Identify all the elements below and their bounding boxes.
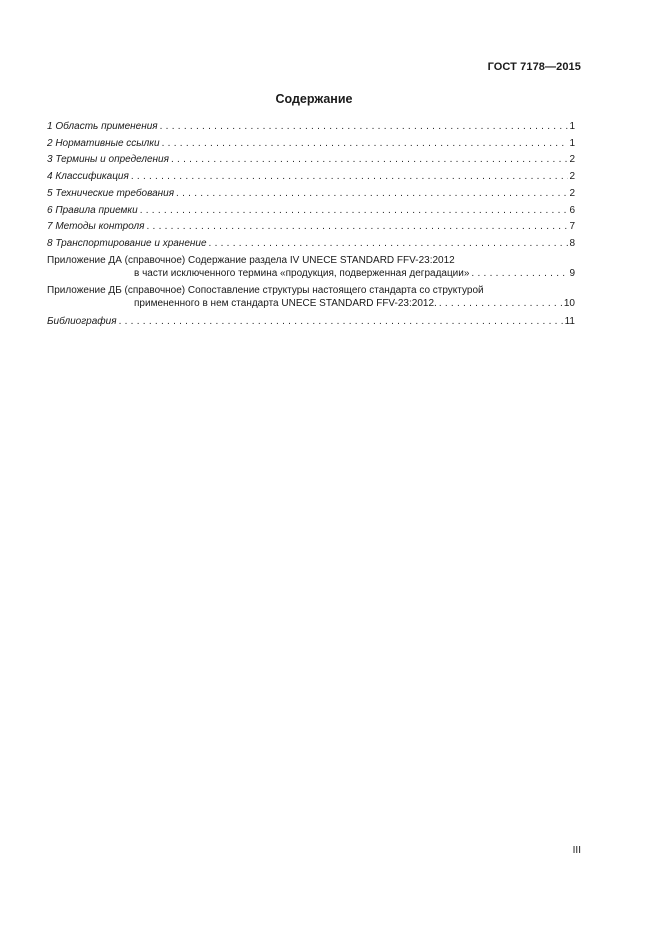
toc-leader-dots bbox=[162, 136, 569, 153]
toc-appendix-da[interactable] bbox=[47, 254, 575, 281]
toc-leader-dots bbox=[131, 169, 569, 186]
toc-item[interactable] bbox=[47, 186, 575, 203]
toc-appendix-db[interactable] bbox=[47, 284, 575, 311]
toc-leader-dots bbox=[140, 203, 569, 220]
toc-leader-dots bbox=[171, 152, 568, 169]
toc-item-label: 6 Правила приемки bbox=[47, 204, 138, 216]
toc-item-page: 6 bbox=[569, 204, 575, 216]
toc-leader-dots bbox=[146, 219, 568, 236]
toc-item-label: 8 Транспортирование и хранение bbox=[47, 237, 207, 249]
toc-item-label: 7 Методы контроля bbox=[47, 221, 145, 233]
toc-leader-dots bbox=[209, 236, 569, 253]
toc-leader-dots bbox=[439, 297, 563, 311]
toc-item-page: 8 bbox=[569, 237, 575, 249]
toc-item-label: Библиография bbox=[47, 316, 117, 327]
toc-item-page: 9 bbox=[569, 268, 575, 280]
toc-item[interactable] bbox=[47, 136, 575, 153]
toc-item-page: 1 bbox=[569, 121, 575, 132]
toc-item[interactable] bbox=[47, 236, 575, 253]
toc-leader-dots bbox=[471, 267, 568, 281]
toc-appendix-subtitle: в части исключенного термина «продукция, подверженная деградации» bbox=[134, 268, 470, 280]
toc-item[interactable] bbox=[47, 152, 575, 169]
toc-title: Содержание bbox=[275, 92, 353, 106]
toc-item-label: 5 Технические требования bbox=[47, 187, 175, 199]
standard-code: ГОСТ 7178—2015 bbox=[487, 61, 581, 73]
toc-item-label: 2 Нормативные ссылки bbox=[47, 137, 160, 149]
toc-leader-dots bbox=[119, 314, 564, 331]
table-of-contents bbox=[47, 119, 575, 331]
toc-item-page: 2 bbox=[569, 154, 575, 166]
toc-appendix-title: Приложение ДБ (справочное) Сопоставление структуры настоящего стандарта со структурой bbox=[47, 284, 484, 296]
page-number: III bbox=[572, 845, 581, 856]
toc-leader-dots bbox=[176, 186, 568, 203]
toc-item-page: 2 bbox=[569, 171, 575, 183]
toc-item[interactable] bbox=[47, 219, 575, 236]
toc-appendix-title: Приложение ДА (справочное) Содержание раздела IV UNECE STANDARD FFV-23:2012 bbox=[47, 254, 455, 266]
toc-item[interactable] bbox=[47, 119, 575, 136]
toc-item-page: 2 bbox=[569, 187, 575, 199]
toc-item-page: 10 bbox=[563, 298, 575, 310]
toc-item-page: 11 bbox=[564, 316, 575, 327]
toc-item[interactable] bbox=[47, 169, 575, 186]
toc-leader-dots bbox=[160, 119, 569, 136]
toc-item-label: 3 Термины и определения bbox=[47, 154, 169, 166]
toc-appendix-subtitle: примененного в нем стандарта UNECE STANDARD FFV-23:2012. bbox=[134, 298, 437, 310]
toc-item-label: 4 Классификация bbox=[47, 171, 129, 183]
toc-item-label: 1 Область применения bbox=[47, 121, 158, 132]
toc-item-page: 1 bbox=[569, 137, 575, 149]
toc-item-bibliography[interactable] bbox=[47, 314, 575, 331]
toc-item-page: 7 bbox=[569, 221, 575, 233]
toc-item[interactable] bbox=[47, 203, 575, 220]
